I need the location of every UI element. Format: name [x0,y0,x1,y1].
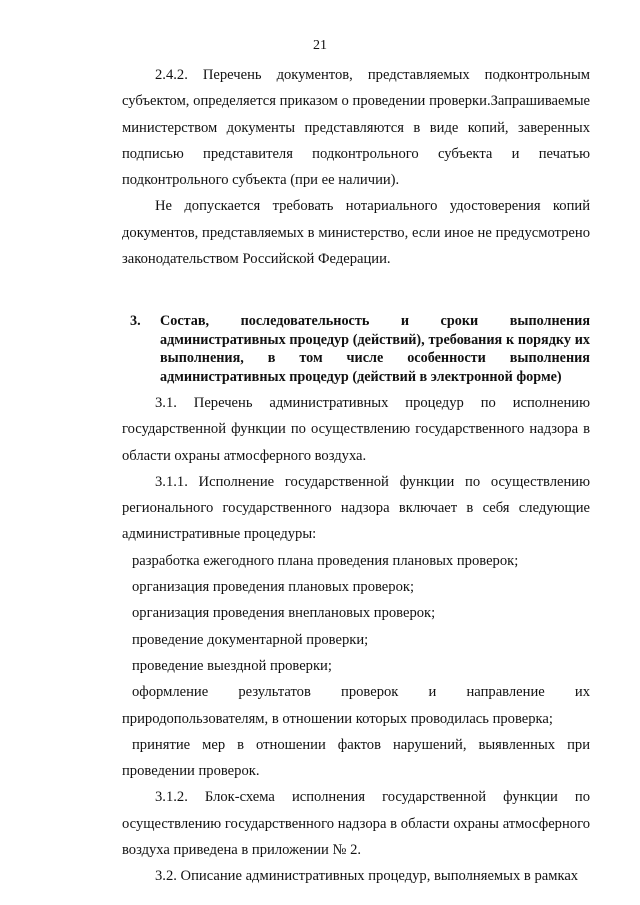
document-body [122,62,590,890]
paragraph-3-1: 3.1. Перечень административных процедур по исполнению государственной функции по осуществлению государственного надзора в области охраны атмосферного воздуха. [122,395,590,464]
procedure-item: разработка ежегодного плана проведения плановых проверок; [132,552,519,569]
procedure-item: организация проведения плановых проверок; [132,579,415,596]
section-number: 3. [130,313,141,330]
paragraph-3-1-1: 3.1.1. Исполнение государственной функции по осуществлению регионального государственного надзора включает в себя следующие административные процедуры: [122,473,590,543]
paragraph-3-1-2: 3.1.2. Блок-схема исполнения государственной функции по осуществлению государственного надзора в области охраны атмосферного воздуха приведена в приложении № 2. [122,789,590,859]
procedure-item: организация проведения внеплановых проверок; [132,605,436,622]
page-number: 21 [313,38,327,53]
paragraph-3-2: 3.2. Описание административных процедур, выполняемых в рамках [155,868,579,885]
paragraph-2-4-2: 2.4.2. Перечень документов, представляемых подконтрольным субъектом, определяется приказом о проведении проверки.Запрашиваемые министерством документы представляются в виде копий, заверенных подписью представителя подконтрольного субъекта и печатью подконтрольного субъекта (при ее наличии). [122,67,590,189]
paragraph-notary: Не допускается требовать нотариального удостоверения копий документов, представляемых в министерство, если иное не предусмотрено законодательством Российской Федерации. [122,198,590,268]
procedure-item: принятие мер в отношении фактов нарушений, выявленных при проведении проверок. [122,736,590,780]
section-heading [122,312,590,386]
procedure-item: проведение документарной проверки; [132,631,369,648]
section-title: Состав, последовательность и сроки выполнения административных процедур (действий), требования к порядку их выполнения, в том числе особенности выполнения административных процедур (действий в электронной форме) [160,313,590,385]
procedure-item: проведение выездной проверки; [132,657,332,674]
procedure-item: оформление результатов проверок и направление их природопользователям, в отношении которых проводилась проверка; [122,684,590,727]
